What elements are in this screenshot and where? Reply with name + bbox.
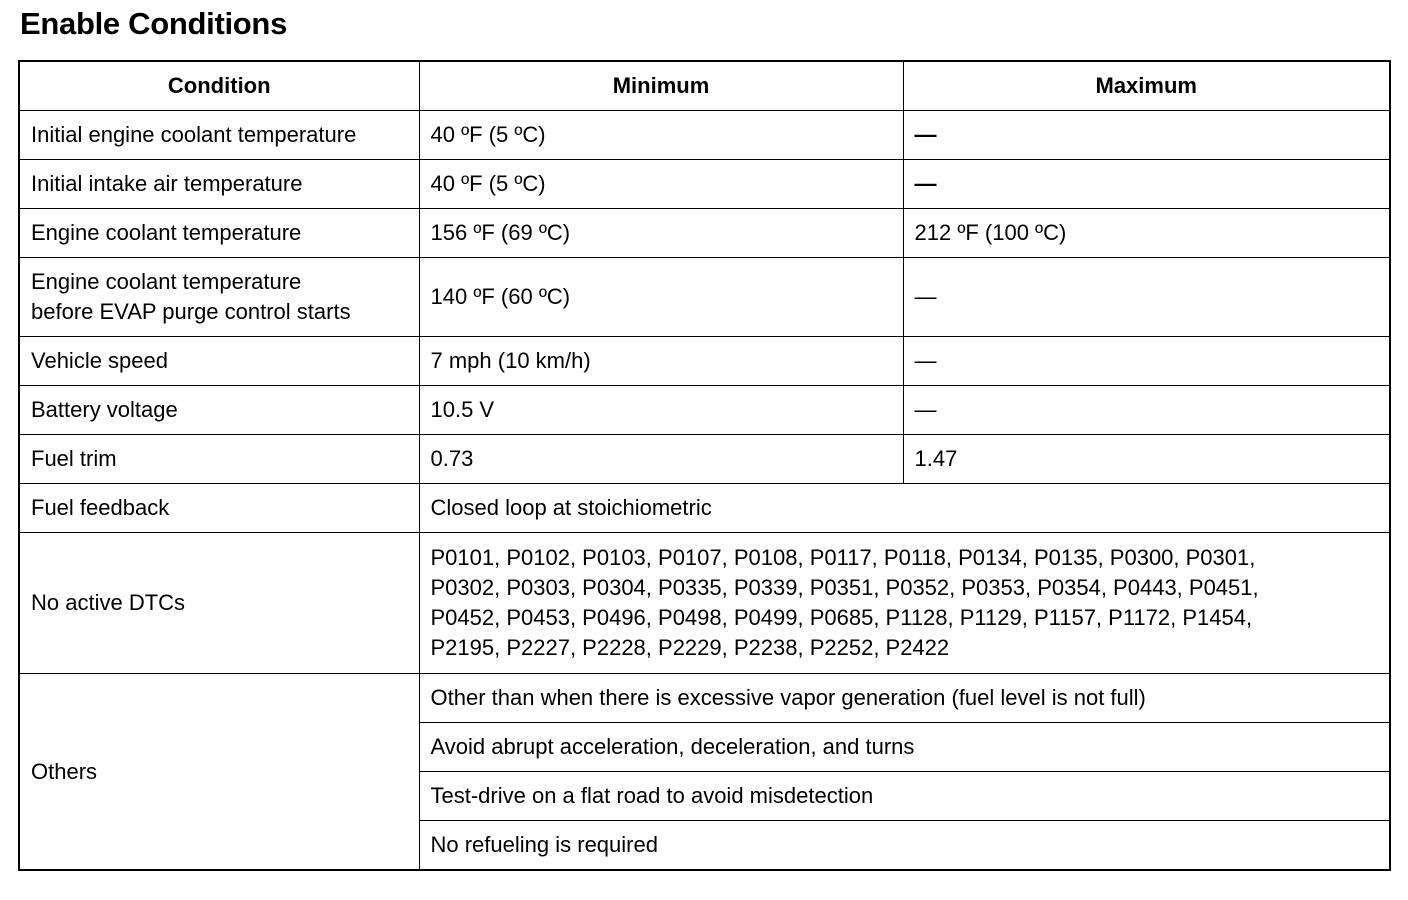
others-item: Test-drive on a flat road to avoid misdetection [419,772,1390,821]
condition-cell: Fuel feedback [19,484,419,533]
condition-cell: No active DTCs [19,533,419,674]
dtc-line: P0101, P0102, P0103, P0107, P0108, P0117, P0118, P0134, P0135, P0300, P0301, [430,545,1256,570]
others-item: Avoid abrupt acceleration, deceleration, and turns [419,723,1390,772]
table-row [19,160,1390,209]
minimum-cell: 0.73 [419,435,903,484]
condition-cell [19,258,419,337]
table-row [19,111,1390,160]
condition-cell: Initial intake air temperature [19,160,419,209]
minimum-cell: 156 ºF (69 ºC) [419,209,903,258]
condition-line: Engine coolant temperature [31,269,302,294]
table-header-row [19,61,1390,111]
table-row [19,674,1390,723]
minimum-cell: 7 mph (10 km/h) [419,337,903,386]
condition-cell: Battery voltage [19,386,419,435]
condition-cell: Vehicle speed [19,337,419,386]
maximum-cell: — [903,160,1390,209]
header-condition: Condition [19,61,419,111]
condition-cell: Others [19,674,419,871]
maximum-cell: — [903,337,1390,386]
condition-cell: Fuel trim [19,435,419,484]
table-row [19,484,1390,533]
maximum-cell: 212 ºF (100 ºC) [903,209,1390,258]
minimum-cell: 140 ºF (60 ºC) [419,258,903,337]
maximum-cell: — [903,111,1390,160]
minimum-cell: 10.5 V [419,386,903,435]
enable-conditions-table [18,60,1391,871]
table-row [19,386,1390,435]
others-item: No refueling is required [419,821,1390,871]
dtc-list-cell [419,533,1390,674]
condition-line: before EVAP purge control starts [31,299,351,324]
dtc-line: P0452, P0453, P0496, P0498, P0499, P0685, P1128, P1129, P1157, P1172, P1454, [430,605,1253,630]
condition-cell: Initial engine coolant temperature [19,111,419,160]
header-minimum: Minimum [419,61,903,111]
table-row [19,258,1390,337]
maximum-cell: 1.47 [903,435,1390,484]
minimum-cell: 40 ºF (5 ºC) [419,111,903,160]
header-maximum: Maximum [903,61,1390,111]
dtc-line: P0302, P0303, P0304, P0335, P0339, P0351, P0352, P0353, P0354, P0443, P0451, [430,575,1259,600]
page-title: Enable Conditions [20,6,288,41]
table-row [19,209,1390,258]
maximum-cell: — [903,258,1390,337]
others-item: Other than when there is excessive vapor generation (fuel level is not full) [419,674,1390,723]
condition-cell: Engine coolant temperature [19,209,419,258]
maximum-cell: — [903,386,1390,435]
minimum-cell: 40 ºF (5 ºC) [419,160,903,209]
value-cell: Closed loop at stoichiometric [419,484,1390,533]
table-row [19,533,1390,674]
table-row [19,435,1390,484]
dtc-line: P2195, P2227, P2228, P2229, P2238, P2252, P2422 [430,635,950,660]
table-row [19,337,1390,386]
